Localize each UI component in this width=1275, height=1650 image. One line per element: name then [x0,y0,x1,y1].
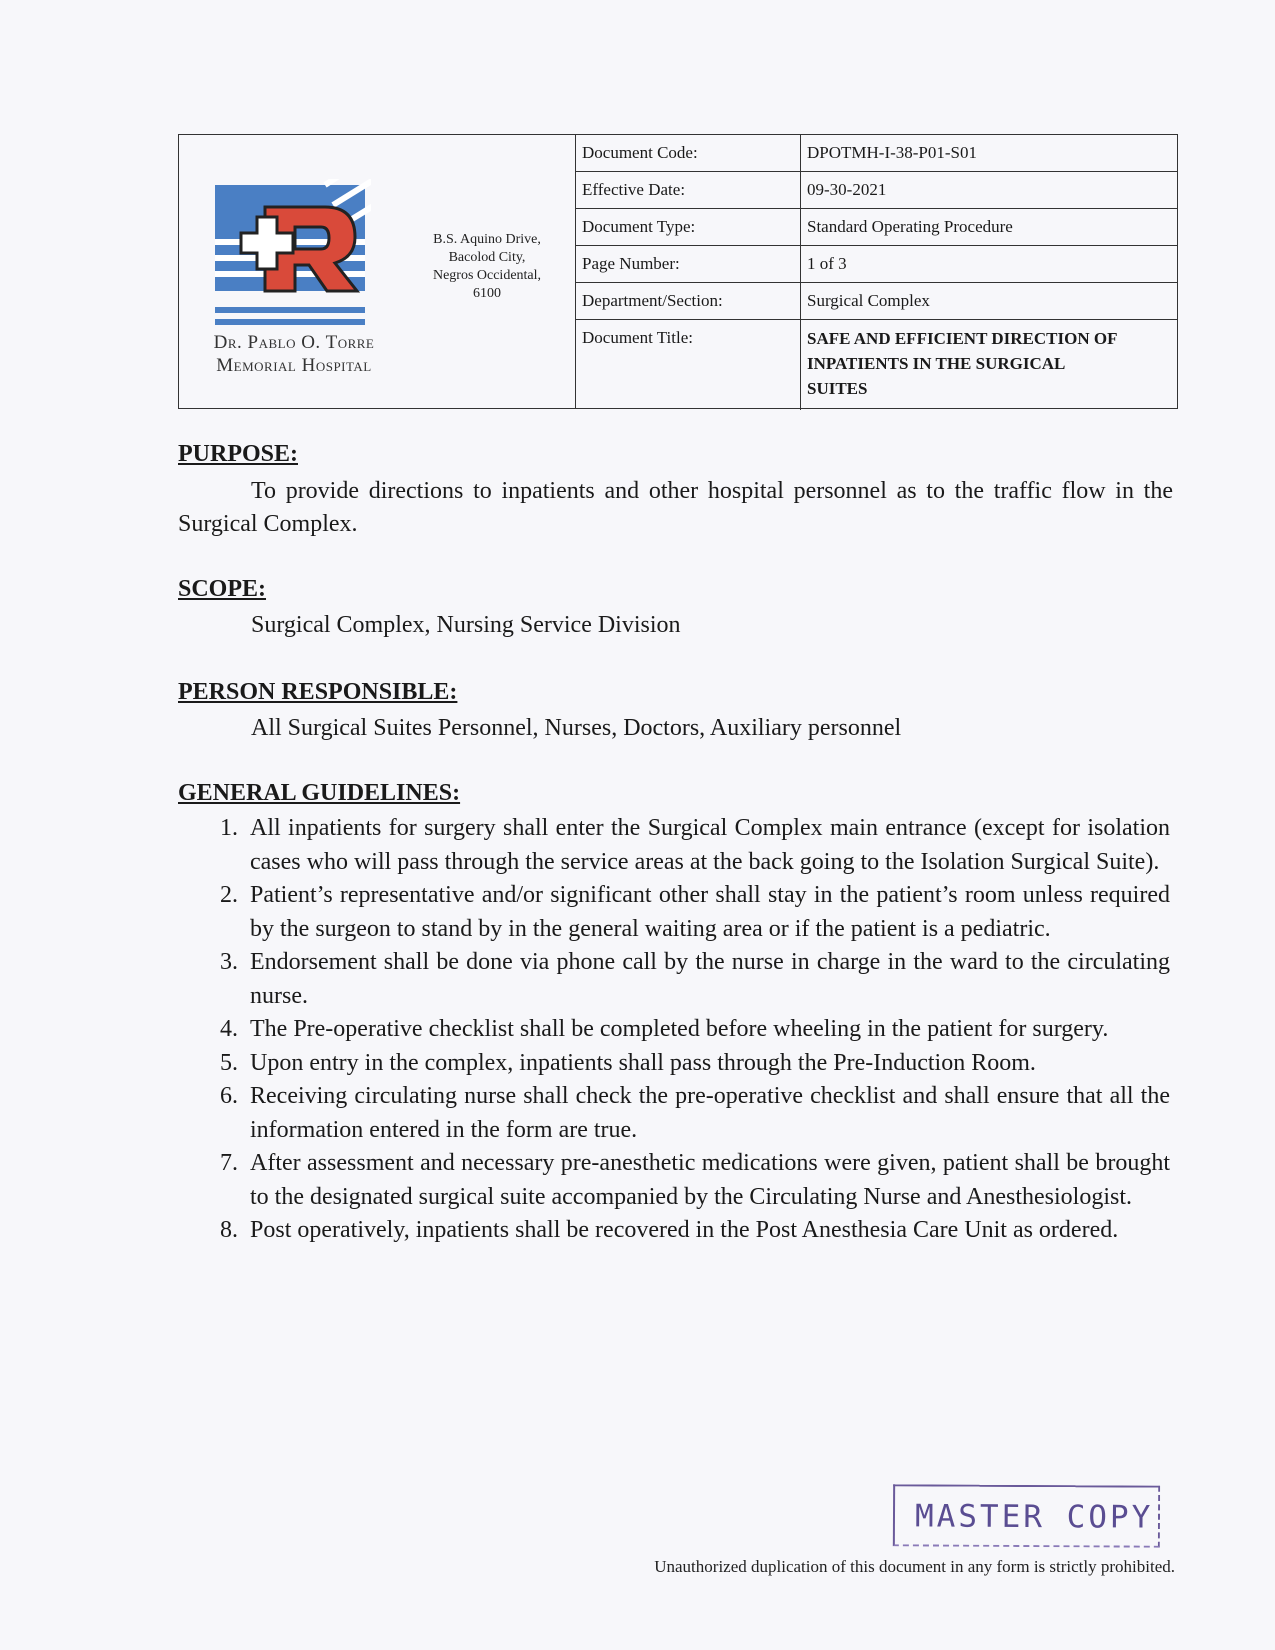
address-line: B.S. Aquino Drive, [433,232,541,247]
list-item [220,946,1170,1013]
meta-row-document-title [576,320,1177,410]
list-number: 6. [220,1083,238,1109]
list-text: Patient’s representative and/or significant other shall stay in the patient’s room unless required by the surgeon to stand by in the general waiting area or if the patient is a pediatric. [250,882,1170,942]
list-text: Receiving circulating nurse shall check the pre-operative checklist and shall ensure that all the information entered in the form are true. [250,1083,1170,1143]
list-number: 8. [220,1217,238,1243]
footer-notice: Unauthorized duplication of this document in any form is strictly prohibited. [654,1557,1175,1576]
meta-row-document-code [576,135,1177,172]
hospital-info-cell [179,135,576,408]
guidelines-heading: GENERAL GUIDELINES: [178,780,461,806]
list-item [220,812,1170,879]
meta-row-page-number [576,246,1177,283]
title-line: SAFE AND EFFICIENT DIRECTION OF [807,329,1118,348]
meta-label: Document Title: [576,320,801,410]
address-line: Negros Occidental, [432,268,542,283]
hospital-address [407,231,567,303]
person-responsible-text: All Surgical Suites Personnel, Nurses, Doctors, Auxiliary personnel [251,715,902,741]
scope-heading: SCOPE: [178,576,267,602]
list-text: Upon entry in the complex, inpatients shall pass through the Pre-Induction Room. [250,1049,1036,1076]
meta-label: Page Number: [576,246,801,282]
title-line: SUITES [807,379,868,398]
document-title [801,320,1177,410]
purpose-heading: PURPOSE: [178,441,298,467]
list-number: 1. [220,815,238,841]
list-text: After assessment and necessary pre-anesthetic medications were given, patient shall be brought to the designated surgical suite accompanied by the Circulating Nurse and Anesthesiologist. [250,1150,1170,1210]
list-item [220,1013,1170,1047]
list-text: Post operatively, inpatients shall be recovered in the Post Anesthesia Care Unit as ordered. [250,1217,1119,1243]
hospital-name-line2: Memorial Hospital [216,355,372,376]
meta-value: Surgical Complex [807,291,930,310]
meta-label: Effective Date: [576,172,801,208]
meta-value: Standard Operating Procedure [807,217,1013,236]
meta-value: 09-30-2021 [807,180,887,199]
list-text: All inpatients for surgery shall enter the Surgical Complex main entrance (except for isolation cases who will pass through the service areas at the back going to the Isolation Surgical Suite). [250,815,1170,875]
list-number: 2. [220,882,238,908]
list-text: The Pre-operative checklist shall be completed before wheeling in the patient for surgery. [250,1016,1109,1042]
hospital-name-line1: Dr. Pablo O. Torre [213,332,375,353]
meta-label: Department/Section: [576,283,801,319]
stamp-text: MASTER COPY [914,1498,1154,1536]
list-number: 3. [220,949,238,975]
document-header-table [178,134,1178,409]
meta-row-effective-date [576,172,1177,209]
meta-row-document-type [576,209,1177,246]
purpose-text: To provide directions to inpatients and other hospital personnel as to the traffic flow in the Surgical Complex. [178,478,1173,537]
list-number: 5. [220,1049,238,1076]
hospital-name [179,331,409,377]
title-line: INPATIENTS IN THE SURGICAL [807,354,1066,373]
list-item [220,1147,1170,1214]
meta-label: Document Code: [576,135,801,171]
person-responsible-heading: PERSON RESPONSIBLE: [178,679,458,705]
address-line: Bacolod City, [448,250,526,265]
hospital-logo [215,179,371,339]
meta-value: DPOTMH-I-38-P01-S01 [807,143,977,162]
meta-row-department [576,283,1177,320]
list-item [220,1047,1170,1081]
list-item [220,879,1170,946]
meta-label: Document Type: [576,209,801,245]
address-line: 6100 [473,286,501,301]
list-text: Endorsement shall be done via phone call by the nurse in charge in the ward to the circulating nurse. [250,949,1170,1009]
list-number: 4. [220,1016,238,1042]
document-meta-cells [576,135,1177,408]
list-item [220,1214,1170,1248]
list-number: 7. [220,1150,238,1176]
meta-value: 1 of 3 [807,254,847,273]
master-copy-stamp [893,1484,1160,1547]
scope-text: Surgical Complex, Nursing Service Division [251,612,681,638]
list-item [220,1080,1170,1147]
guidelines-list [220,812,1170,1248]
